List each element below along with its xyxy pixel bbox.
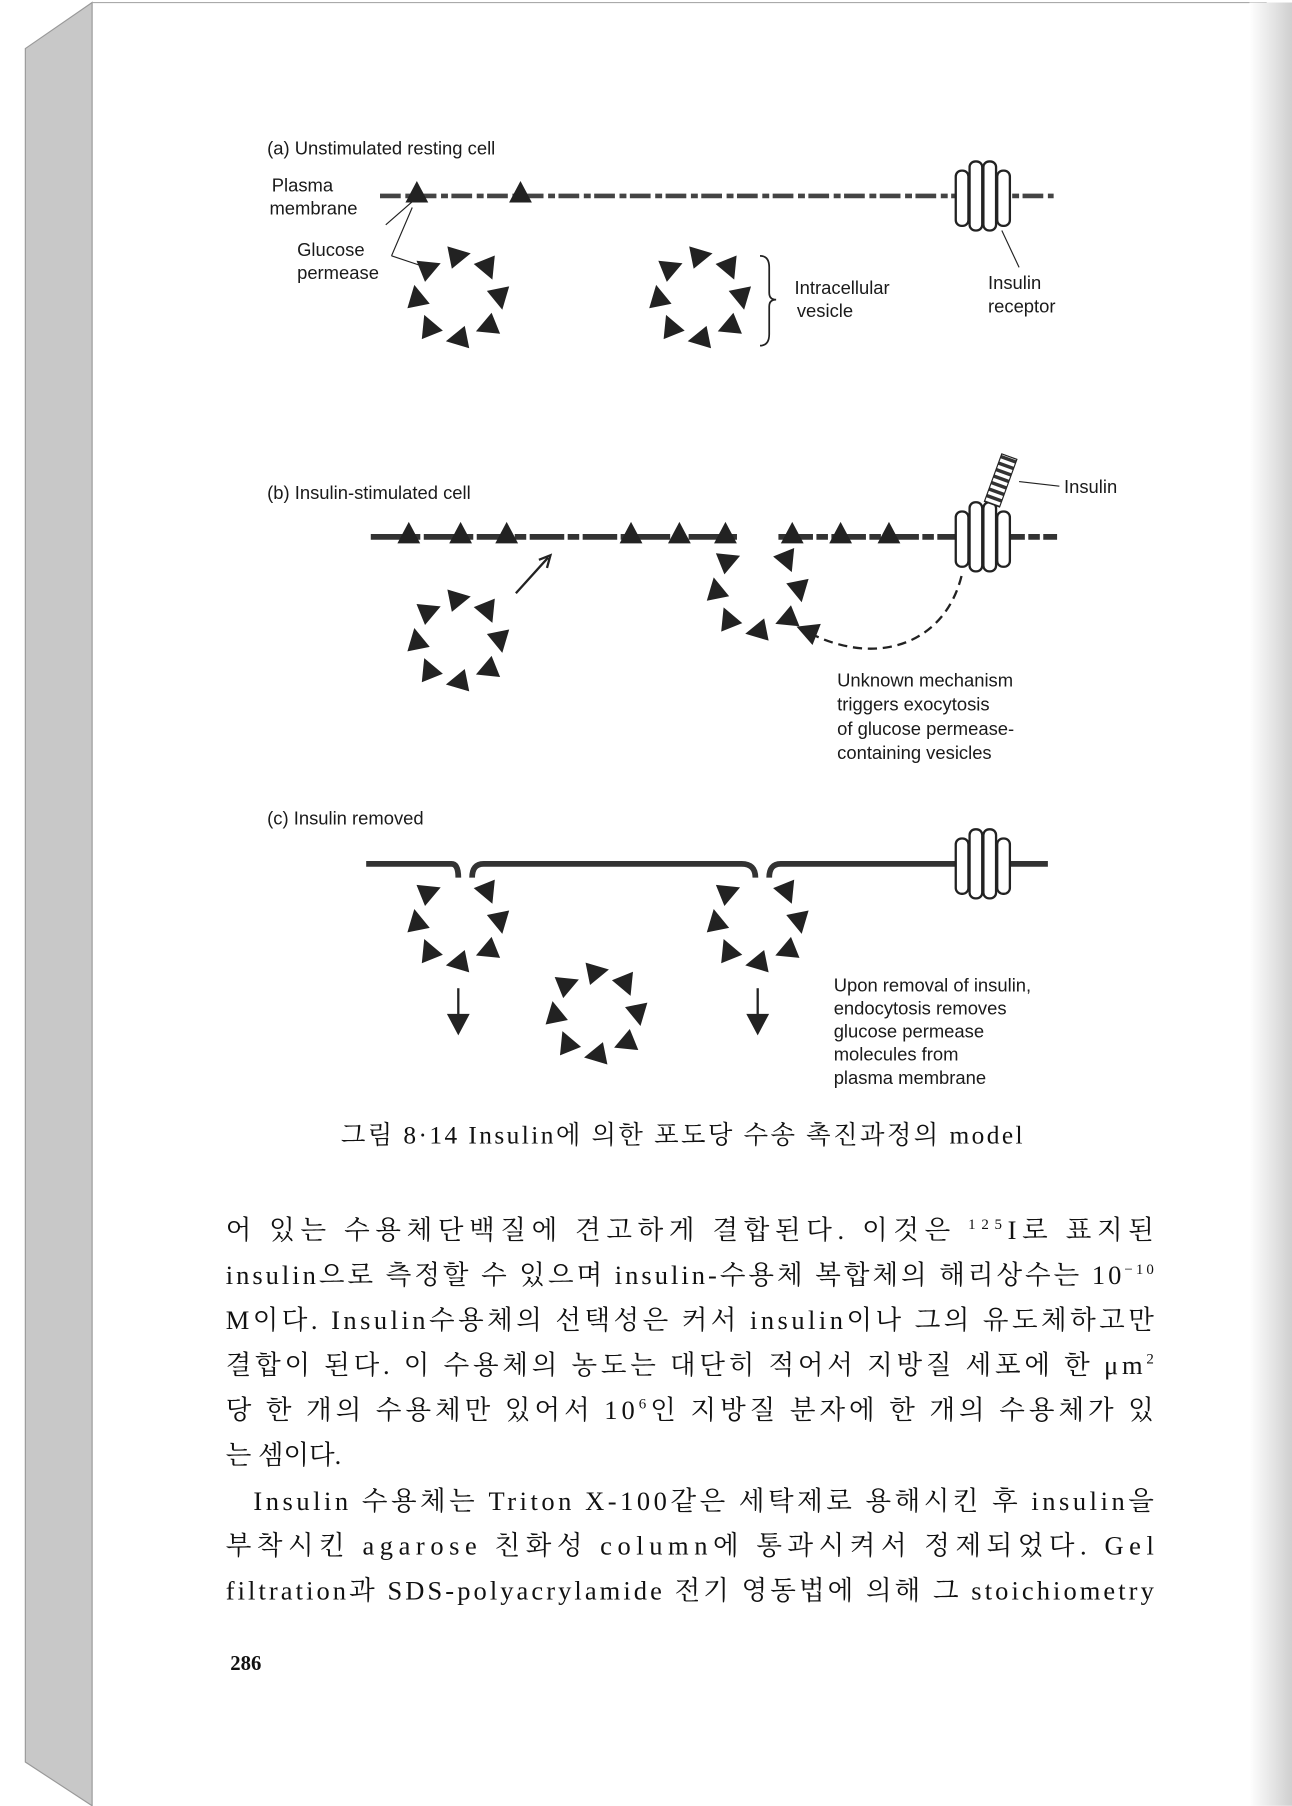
label-glucose-permease-2: permease	[297, 261, 379, 283]
note-b-line: containing vesicles	[837, 742, 992, 764]
body-line	[226, 1395, 1154, 1425]
text-span: 어 있는 수용체단백질에 견고하게 결합된다. 이것은	[225, 1215, 963, 1246]
insulin-receptor-icon	[983, 161, 996, 230]
label-intracellular-vesicle-1: Intracellular	[794, 276, 890, 298]
insulin-receptor-icon	[997, 511, 1010, 566]
note-c-line: Upon removal of insulin,	[833, 974, 1032, 996]
label-plasma-membrane-1: Plasma	[271, 174, 334, 196]
text-span: insulin으로 측정할 수 있으며 insulin-수용체 복합체의 해리상수는 10	[225, 1260, 1122, 1291]
body-line: M이다. Insulin수용체의 선택성은 커서 insulin이나 그의 유도체하고만	[225, 1305, 1154, 1336]
insulin-receptor-icon	[970, 161, 983, 230]
note-c-line: endocytosis removes	[833, 997, 1007, 1019]
insulin-receptor-icon	[970, 502, 983, 571]
panel-a-title: (a) Unstimulated resting cell	[267, 137, 496, 159]
panel-c-title: (c) Insulin removed	[267, 807, 424, 829]
insulin-receptor-icon	[970, 829, 983, 898]
body-line: Insulin 수용체는 Triton X-100같은 세탁제로 용해시킨 후 insulin을	[253, 1485, 1154, 1516]
note-b-line: of glucose permease-	[837, 717, 1015, 739]
label-glucose-permease-1: Glucose	[297, 238, 365, 260]
label-insulin-receptor-2: receptor	[988, 295, 1056, 317]
label-plasma-membrane-2: membrane	[269, 197, 358, 219]
insulin-receptor-icon	[956, 839, 969, 894]
body-line	[226, 1215, 1154, 1245]
insulin-receptor-icon	[997, 171, 1010, 226]
text-span: I로 표지된	[1007, 1215, 1154, 1246]
note-b-line: Unknown mechanism	[837, 669, 1014, 691]
page-number: 286	[230, 1652, 262, 1675]
note-c-line: glucose permease	[833, 1020, 985, 1042]
body-line: filtration과 SDS-polyacrylamide 전기 영동법에 의해 그 stoichiometry	[225, 1575, 1154, 1606]
figure-caption: 그림 8·14 Insulin에 의한 포도당 수송 촉진과정의 model	[340, 1121, 1023, 1150]
text-span: 인 지방질 분자에 한 개의 수용체가 있	[650, 1394, 1154, 1425]
note-c-line: plasma membrane	[833, 1066, 987, 1088]
label-insulin-receptor-1: Insulin	[988, 272, 1042, 294]
book-spine	[25, 3, 92, 1806]
note-c-line: molecules from	[833, 1043, 959, 1065]
page-right-edge-shadow	[1249, 3, 1292, 1806]
insulin-receptor-icon	[983, 502, 996, 571]
superscript: 2	[1146, 1351, 1154, 1368]
insulin-receptor-icon	[983, 829, 996, 898]
superscript: −10	[1124, 1261, 1154, 1278]
insulin-receptor-icon	[956, 511, 969, 566]
label-intracellular-vesicle-2: vesicle	[796, 299, 854, 321]
body-line: 는 셈이다.	[225, 1439, 342, 1470]
label-insulin: Insulin	[1064, 476, 1118, 498]
insulin-receptor-icon	[956, 171, 969, 226]
insulin-receptor-icon	[997, 839, 1010, 894]
body-line	[226, 1350, 1154, 1380]
text-span: 당 한 개의 수용체만 있어서 10	[225, 1394, 635, 1425]
note-b-line: triggers exocytosis	[837, 693, 990, 715]
panel-b-title: (b) Insulin-stimulated cell	[267, 481, 471, 503]
superscript: 6	[638, 1396, 647, 1413]
text-span: 결합이 된다. 이 수용체의 농도는 대단히 적어서 지방질 세포에 한 μm	[225, 1349, 1143, 1380]
body-line: 부착시킨 agarose 친화성 column에 통과시켜서 정제되었다. Gel	[225, 1530, 1154, 1561]
superscript: 125	[968, 1216, 1002, 1233]
